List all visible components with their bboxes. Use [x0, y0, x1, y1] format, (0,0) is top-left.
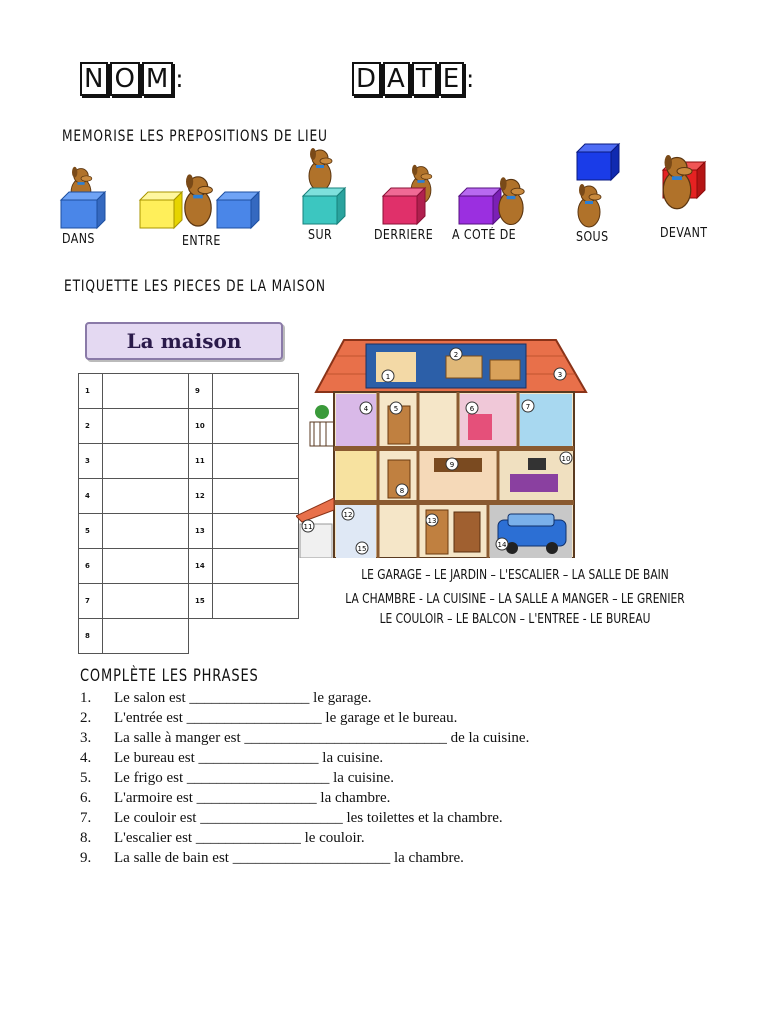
- entre-figure: [140, 174, 259, 228]
- sentence-start: L'armoire est: [114, 790, 193, 806]
- prep-label-sur: SUR: [308, 228, 333, 243]
- grid-answer-cell[interactable]: [103, 479, 189, 514]
- grid-answer-cell[interactable]: [213, 374, 299, 409]
- grid-number: 10: [189, 409, 213, 444]
- prep-label-devant: DEVANT: [660, 226, 708, 241]
- sentence-start: Le couloir est: [114, 810, 197, 826]
- room-number: 9: [449, 461, 455, 469]
- sur-figure: [303, 148, 345, 224]
- prep-label-dans: DANS: [62, 232, 95, 247]
- grid-number: 5: [79, 514, 103, 549]
- sentence-blank[interactable]: ___________________________: [244, 730, 447, 746]
- grid-empty: [189, 619, 213, 654]
- grid-number: 1: [79, 374, 103, 409]
- sentence-item: [80, 830, 365, 847]
- grid-number: 8: [79, 619, 103, 654]
- sentence-number: 9.: [80, 850, 92, 866]
- grid-number: 3: [79, 444, 103, 479]
- sentence-end: la cuisine.: [333, 770, 394, 786]
- sentence-number: 2.: [80, 710, 92, 726]
- grid-answer-cell[interactable]: [103, 549, 189, 584]
- date-letter: D: [352, 62, 381, 96]
- room-number: 15: [357, 545, 367, 553]
- grid-answer-cell[interactable]: [103, 409, 189, 444]
- prep-label-sous: SOUS: [576, 230, 609, 245]
- room-number: 2: [453, 351, 459, 359]
- grid-answer-cell[interactable]: [213, 514, 299, 549]
- sentence-start: La salle à manger est: [114, 730, 241, 746]
- nom-letter: O: [110, 62, 139, 96]
- sentence-start: L'entrée est: [114, 710, 183, 726]
- sentence-end: la chambre.: [393, 850, 464, 866]
- grid-number: 13: [189, 514, 213, 549]
- sentence-item: [80, 770, 394, 787]
- section-title-rooms: ETIQUETTE LES PIECES DE LA MAISON: [64, 276, 326, 295]
- house-illustration: [296, 334, 588, 558]
- grid-number: 11: [189, 444, 213, 479]
- room-number: 10: [561, 455, 571, 463]
- grid-answer-cell[interactable]: [103, 374, 189, 409]
- sentence-blank[interactable]: ________________: [196, 790, 317, 806]
- room-number: 1: [385, 373, 391, 381]
- grid-answer-cell[interactable]: [103, 514, 189, 549]
- sentence-end: le garage et le bureau.: [325, 710, 458, 726]
- room-number: 3: [557, 371, 563, 379]
- sentence-end: le couloir.: [304, 830, 365, 846]
- la-maison-banner: [85, 322, 283, 360]
- sentence-start: La salle de bain est: [114, 850, 229, 866]
- sentence-blank[interactable]: ________________: [198, 750, 319, 766]
- a-cote-de-figure: [459, 177, 524, 224]
- grid-number: 6: [79, 549, 103, 584]
- grid-answer-cell[interactable]: [213, 444, 299, 479]
- sentence-start: Le frigo est: [114, 770, 184, 786]
- sentence-start: L'escalier est: [114, 830, 193, 846]
- banner-text: La maison: [126, 329, 242, 353]
- nom-colon: :: [175, 65, 184, 93]
- grid-answer-cell[interactable]: [103, 619, 189, 654]
- date-colon: :: [466, 65, 475, 93]
- sentence-blank[interactable]: ________________: [189, 690, 310, 706]
- room-number: 7: [525, 403, 531, 411]
- grid-answer-cell[interactable]: [213, 549, 299, 584]
- sentence-item: [80, 730, 529, 747]
- sentence-start: Le bureau est: [114, 750, 195, 766]
- room-list-line-2: LA CHAMBRE - LA CUISINE – LA SALLE A MANGER – LE GRENIER: [345, 592, 685, 607]
- grid-number: 2: [79, 409, 103, 444]
- sous-figure: [577, 144, 619, 227]
- grid-answer-cell[interactable]: [103, 584, 189, 619]
- nom-letter: M: [142, 62, 173, 96]
- date-label: [352, 62, 474, 96]
- derriere-figure: [383, 165, 432, 224]
- room-number: 6: [469, 405, 475, 413]
- sentence-blank[interactable]: _____________________: [232, 850, 391, 866]
- date-letter: T: [412, 62, 437, 96]
- section-title-sentences: COMPLÈTE LES PHRASES: [80, 666, 259, 686]
- prep-label-entre: ENTRE: [182, 234, 221, 249]
- sentence-item: [80, 690, 371, 707]
- sentence-item: [80, 790, 390, 807]
- sentence-blank[interactable]: ___________________: [186, 770, 330, 786]
- sentence-blank[interactable]: ______________: [195, 830, 301, 846]
- room-number: 14: [497, 541, 507, 549]
- prep-label-derriere: DERRIERE: [374, 228, 434, 243]
- grid-answer-cell[interactable]: [103, 444, 189, 479]
- grid-number: 15: [189, 584, 213, 619]
- sentence-number: 1.: [80, 690, 92, 706]
- room-number: 4: [363, 405, 369, 413]
- room-number: 13: [427, 517, 437, 525]
- room-number: 11: [303, 523, 313, 531]
- sentence-number: 3.: [80, 730, 92, 746]
- room-number: 5: [393, 405, 399, 413]
- sentence-blank[interactable]: __________________: [186, 710, 322, 726]
- grid-empty: [213, 619, 299, 654]
- nom-letter: N: [80, 62, 108, 96]
- rooms-answer-grid: [78, 373, 299, 654]
- sentence-item: [80, 850, 464, 867]
- sentence-item: [80, 750, 383, 767]
- sentence-item: [80, 710, 457, 727]
- sentence-number: 8.: [80, 830, 92, 846]
- sentence-number: 7.: [80, 810, 92, 826]
- room-number: 12: [343, 511, 353, 519]
- sentence-number: 5.: [80, 770, 92, 786]
- sentence-end: les toilettes et la chambre.: [346, 810, 503, 826]
- grid-number: 12: [189, 479, 213, 514]
- grid-number: 7: [79, 584, 103, 619]
- sentence-start: Le salon est: [114, 690, 186, 706]
- dans-figure: [61, 167, 105, 228]
- sentence-end: le garage.: [313, 690, 372, 706]
- sentence-item: [80, 810, 503, 827]
- room-list-line-1: LE GARAGE – LE JARDIN – L'ESCALIER – LA SALLE DE BAIN: [361, 568, 669, 583]
- devant-figure: [663, 155, 705, 209]
- sentence-end: de la cuisine.: [450, 730, 530, 746]
- sentence-number: 4.: [80, 750, 92, 766]
- date-letter: E: [439, 62, 464, 96]
- grid-answer-cell[interactable]: [213, 479, 299, 514]
- room-list-line-3: LE COULOIR – LE BALCON – L'ENTREE - LE BUREAU: [379, 612, 651, 627]
- nom-label: [80, 62, 183, 96]
- sentence-number: 6.: [80, 790, 92, 806]
- sentence-blank[interactable]: ___________________: [200, 810, 343, 826]
- prep-label-a-cote-de: A COTÉ DE: [452, 228, 517, 243]
- sentence-end: la cuisine.: [322, 750, 384, 766]
- section-title-prepositions: MEMORISE LES PREPOSITIONS DE LIEU: [62, 126, 328, 145]
- grid-number: 9: [189, 374, 213, 409]
- grid-answer-cell[interactable]: [213, 409, 299, 444]
- room-number: 8: [399, 487, 405, 495]
- date-letter: A: [383, 62, 410, 96]
- grid-answer-cell[interactable]: [213, 584, 299, 619]
- grid-number: 4: [79, 479, 103, 514]
- grid-number: 14: [189, 549, 213, 584]
- sentence-end: la chambre.: [320, 790, 391, 806]
